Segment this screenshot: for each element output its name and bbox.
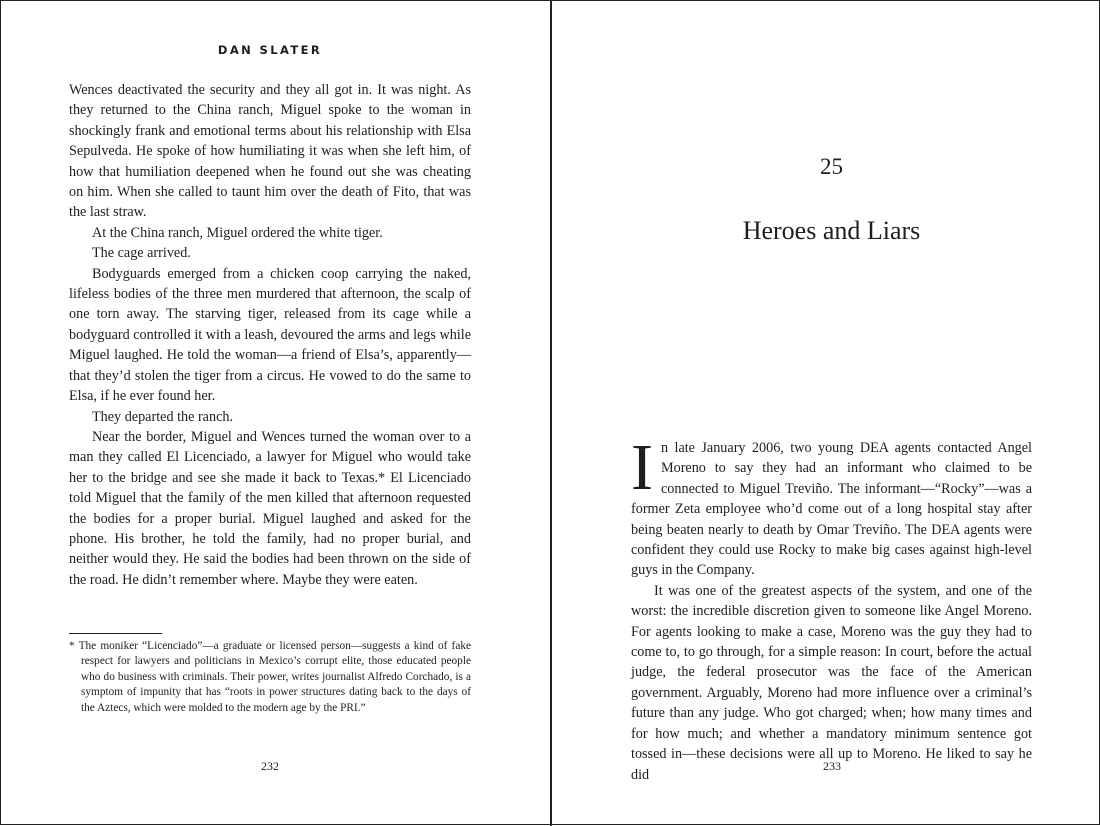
left-page [1, 1, 550, 826]
paragraph: They departed the ranch. [92, 408, 234, 425]
paragraph: The cage arrived. [92, 245, 191, 262]
left-body-text [69, 80, 471, 590]
running-head: DAN SLATER [217, 43, 323, 57]
opening-paragraph [631, 431, 1032, 581]
paragraph: Near the border, Miguel and Wences turned the woman over to a man they called El Licenciado, a lawyer for Miguel who would take her to the bridge and see she made it back to Texas.* El Licenciado told Miguel that the family of the men killed that afternoon requested the bodies for a proper burial. Miguel laughed and asked for the phone. His brother, he told the family, had no proper burial, and neither would they. He said the bodies had been thrown on the side of the road. He didn’t remember where. Maybe they were eaten. [69, 428, 471, 588]
chapter-number: 25 [820, 154, 843, 179]
right-page [552, 1, 1100, 826]
opening-paragraph-text: n late January 2006, two young DEA agents contacted Angel Moreno to say they had an informant who claimed to be connected to Miguel Treviño. The informant—“Rocky”—was a former Zeta employee who’d come out of a long hospital stay after being beaten nearly to death by Omar Treviño. The DEA agents were confident they could use Rocky to make big cases against high-level guys in the Company. [631, 440, 1032, 579]
chapter-title: Heroes and Liars [742, 216, 921, 245]
paragraph: Bodyguards emerged from a chicken coop carrying the naked, lifeless bodies of the three men murdered that afternoon, the scalp of one torn away. The starving tiger, released from its cage while a bodyguard controlled it with a leash, devoured the arms and legs while Miguel laughed. He told the woman—a friend of Elsa’s, apparently—that they’d stolen the tiger from a circus. He vowed to do the same to Elsa, if he ever found her. [69, 265, 471, 405]
paragraph: At the China ranch, Miguel ordered the white tiger. [92, 224, 383, 241]
paragraph: Wences deactivated the security and they all got in. It was night. As they returned to the China ranch, Miguel spoke to the woman in shockingly frank and emotional terms about his relationship with Elsa Sepulveda. He spoke of how humiliating it was when she left him, of how that humiliation deepened when he found out she was cheating on him. When she called to taunt him over the death of Fito, that was the last straw. [69, 82, 471, 221]
paragraph: It was one of the greatest aspects of the system, and one of the worst: the incredible discretion given to someone like Angel Moreno. For agents looking to make a case, Moreno was the guy they had to come to, to go through, for a simple reason: In court, before the actual judge, the federal prosecutor was the face of the American government. Arguably, Moreno had more influence over a criminal’s future than any judge. Who got charged; when; how many times and for how much; and whether a mandatory minimum sentence got tossed in—these decisions were all up to Moreno. He liked to say he did [631, 582, 1032, 783]
footnote-rule [69, 633, 162, 634]
page-number: 232 [261, 759, 279, 773]
page-number: 233 [823, 759, 841, 773]
footnote: * The moniker “Licenciado”—a graduate or licensed person—suggests a kind of fake respect for lawyers and politicians in Mexico’s corrupt elite, those educated people who do business with criminals. Their power, writes journalist Alfredo Corchado, is a symptom of impunity that has “roots in power structures dating back to the days of the Aztecs, which were molded to the modern age by the PRI.” [69, 640, 471, 714]
drop-cap: I [631, 431, 653, 504]
right-body-text [631, 431, 1032, 785]
